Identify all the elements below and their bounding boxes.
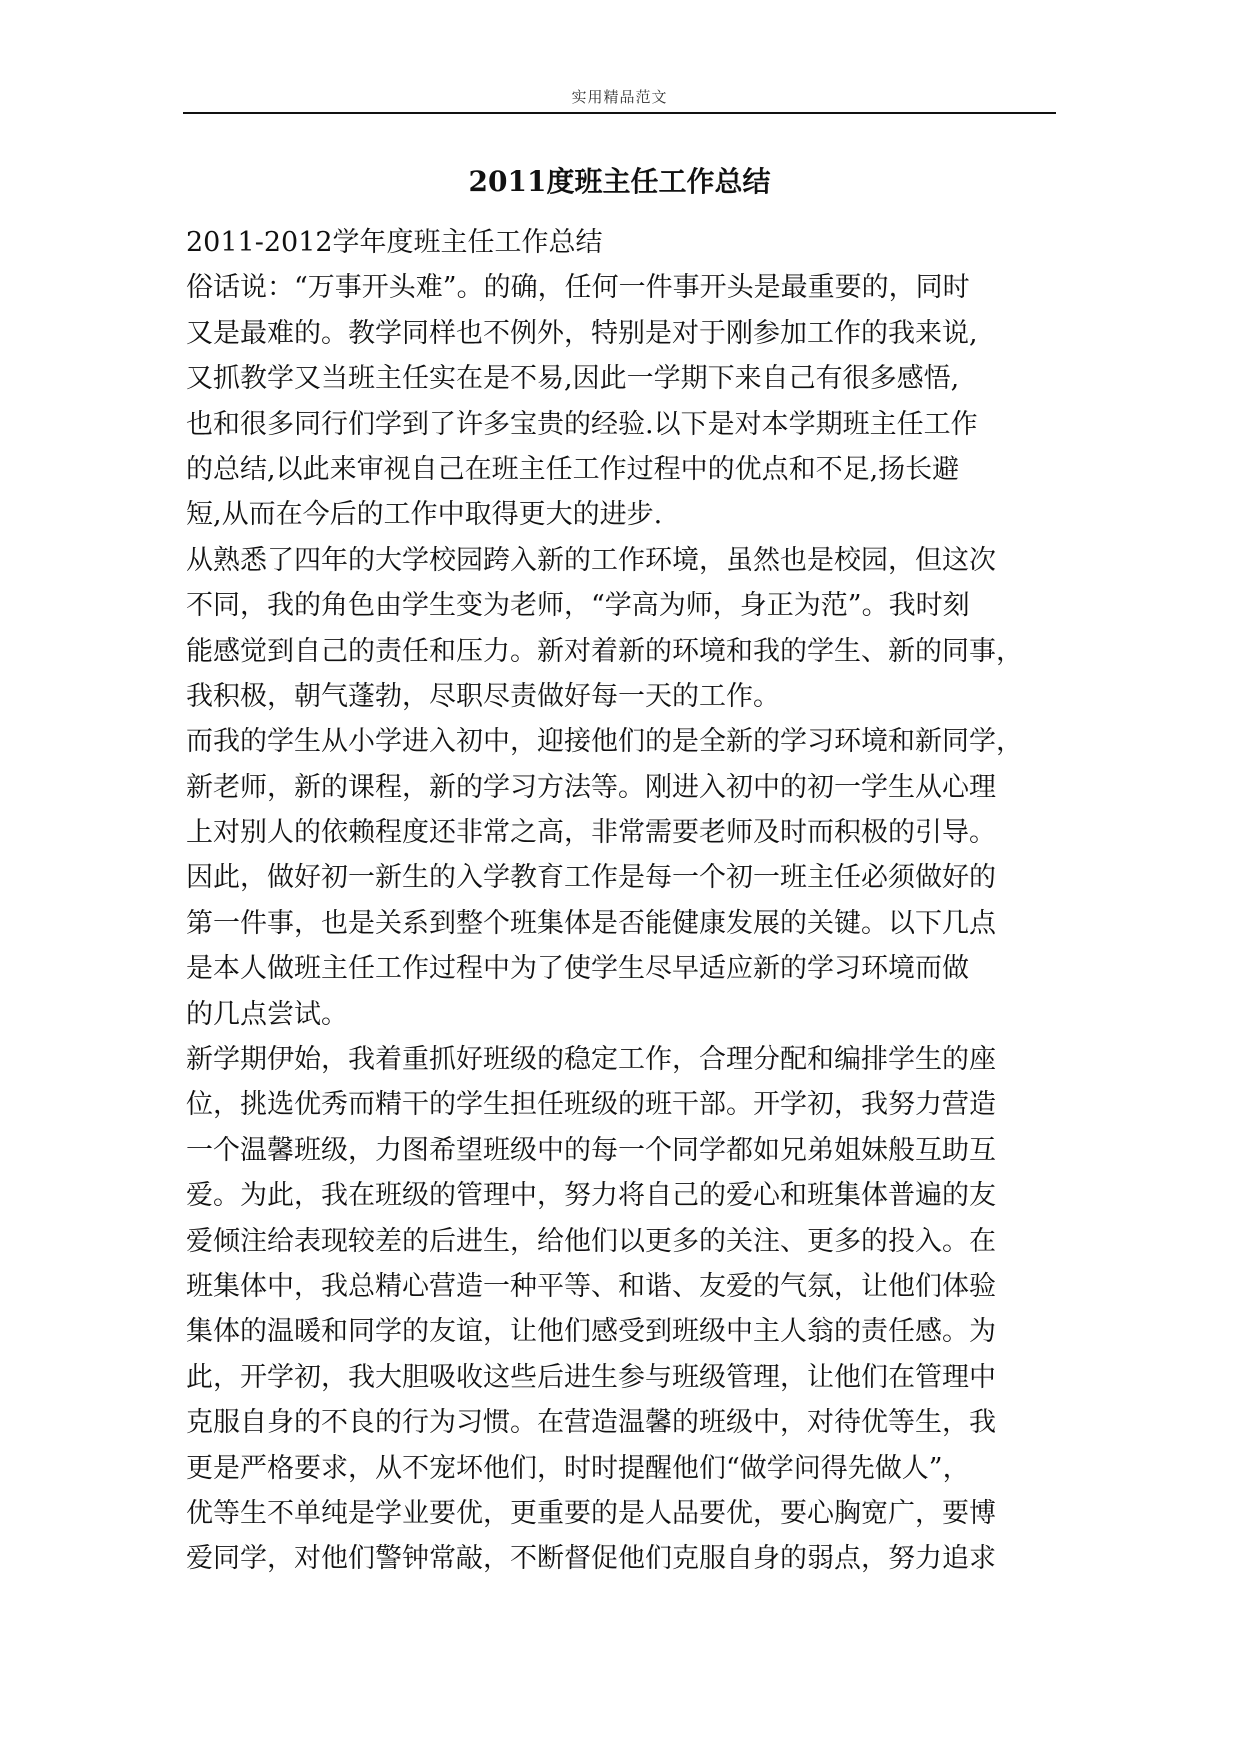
text-line: 而我的学生从小学进入初中，迎接他们的是全新的学习环境和新同学，: [186, 726, 1023, 758]
text-line: 又是最难的。教学同样也不例外，特别是对于刚参加工作的我来说,: [186, 317, 978, 349]
text-line: 因此，做好初一新生的入学教育工作是每一个初一班主任必须做好的: [186, 862, 996, 894]
text-line: 新学期伊始，我着重抓好班级的稳定工作，合理分配和编排学生的座: [186, 1044, 996, 1076]
text-line: 从熟悉了四年的大学校园跨入新的工作环境，虽然也是校园，但这次: [186, 544, 996, 576]
text-line: 的几点尝试。: [186, 998, 348, 1030]
document-title: 2011度班主任工作总结: [468, 165, 771, 198]
text-line: 更是严格要求，从不宠坏他们，时时提醒他们“做学问得先做人”，: [186, 1452, 970, 1484]
text-line: 的总结,以此来审视自己在班主任工作过程中的优点和不足,扬长避: [186, 453, 960, 485]
document-body: [186, 220, 1060, 1582]
text-line: 能感觉到自己的责任和压力。新对着新的环境和我的学生、新的同事，: [186, 635, 1023, 667]
text-line: 也和很多同行们学到了许多宝贵的经验.以下是对本学期班主任工作: [186, 408, 978, 440]
text-line: 爱。为此，我在班级的管理中，努力将自己的爱心和班集体普遍的友: [186, 1180, 996, 1212]
text-line: 俗话说：“万事开头难”。的确，任何一件事开头是最重要的，同时: [186, 272, 970, 304]
text-line: 我积极，朝气蓬勃，尽职尽责做好每一天的工作。: [186, 680, 780, 712]
text-line: 克服自身的不良的行为习惯。在营造温馨的班级中，对待优等生，我: [186, 1407, 996, 1439]
text-line: 2011-2012学年度班主任工作总结: [186, 227, 603, 258]
text-line: 位，挑选优秀而精干的学生担任班级的班干部。开学初，我努力营造: [186, 1089, 996, 1121]
text-line: 第一件事，也是关系到整个班集体是否能健康发展的关键。以下几点: [186, 907, 996, 939]
text-line: 不同，我的角色由学生变为老师，“学高为师，身正为范”。我时刻: [186, 590, 970, 622]
text-line: 爱同学，对他们警钟常敲，不断督促他们克服自身的弱点，努力追求: [186, 1543, 996, 1575]
text-line: 一个温馨班级，力图希望班级中的每一个同学都如兄弟姐妹般互助互: [186, 1134, 996, 1166]
header-divider: [183, 112, 1056, 114]
text-line: 新老师，新的课程，新的学习方法等。刚进入初中的初一学生从心理: [186, 771, 996, 803]
running-header: 实用精品范文: [571, 88, 668, 106]
text-line: 优等生不单纯是学业要优，更重要的是人品要优，要心胸宽广，要博: [186, 1497, 996, 1529]
text-line: 又抓教学又当班主任实在是不易,因此一学期下来自己有很多感悟,: [186, 363, 960, 395]
text-line: 集体的温暖和同学的友谊，让他们感受到班级中主人翁的责任感。为: [186, 1316, 996, 1348]
text-line: 短,从而在今后的工作中取得更大的进步.: [186, 499, 663, 531]
text-line: 班集体中，我总精心营造一种平等、和谐、友爱的气氛，让他们体验: [186, 1270, 996, 1302]
text-line: 是本人做班主任工作过程中为了使学生尽早适应新的学习环境而做: [186, 953, 969, 985]
text-line: 上对别人的依赖程度还非常之高，非常需要老师及时而积极的引导。: [186, 817, 996, 849]
text-line: 此，开学初，我大胆吸收这些后进生参与班级管理，让他们在管理中: [186, 1361, 996, 1393]
text-line: 爱倾注给表现较差的后进生，给他们以更多的关注、更多的投入。在: [186, 1225, 996, 1257]
